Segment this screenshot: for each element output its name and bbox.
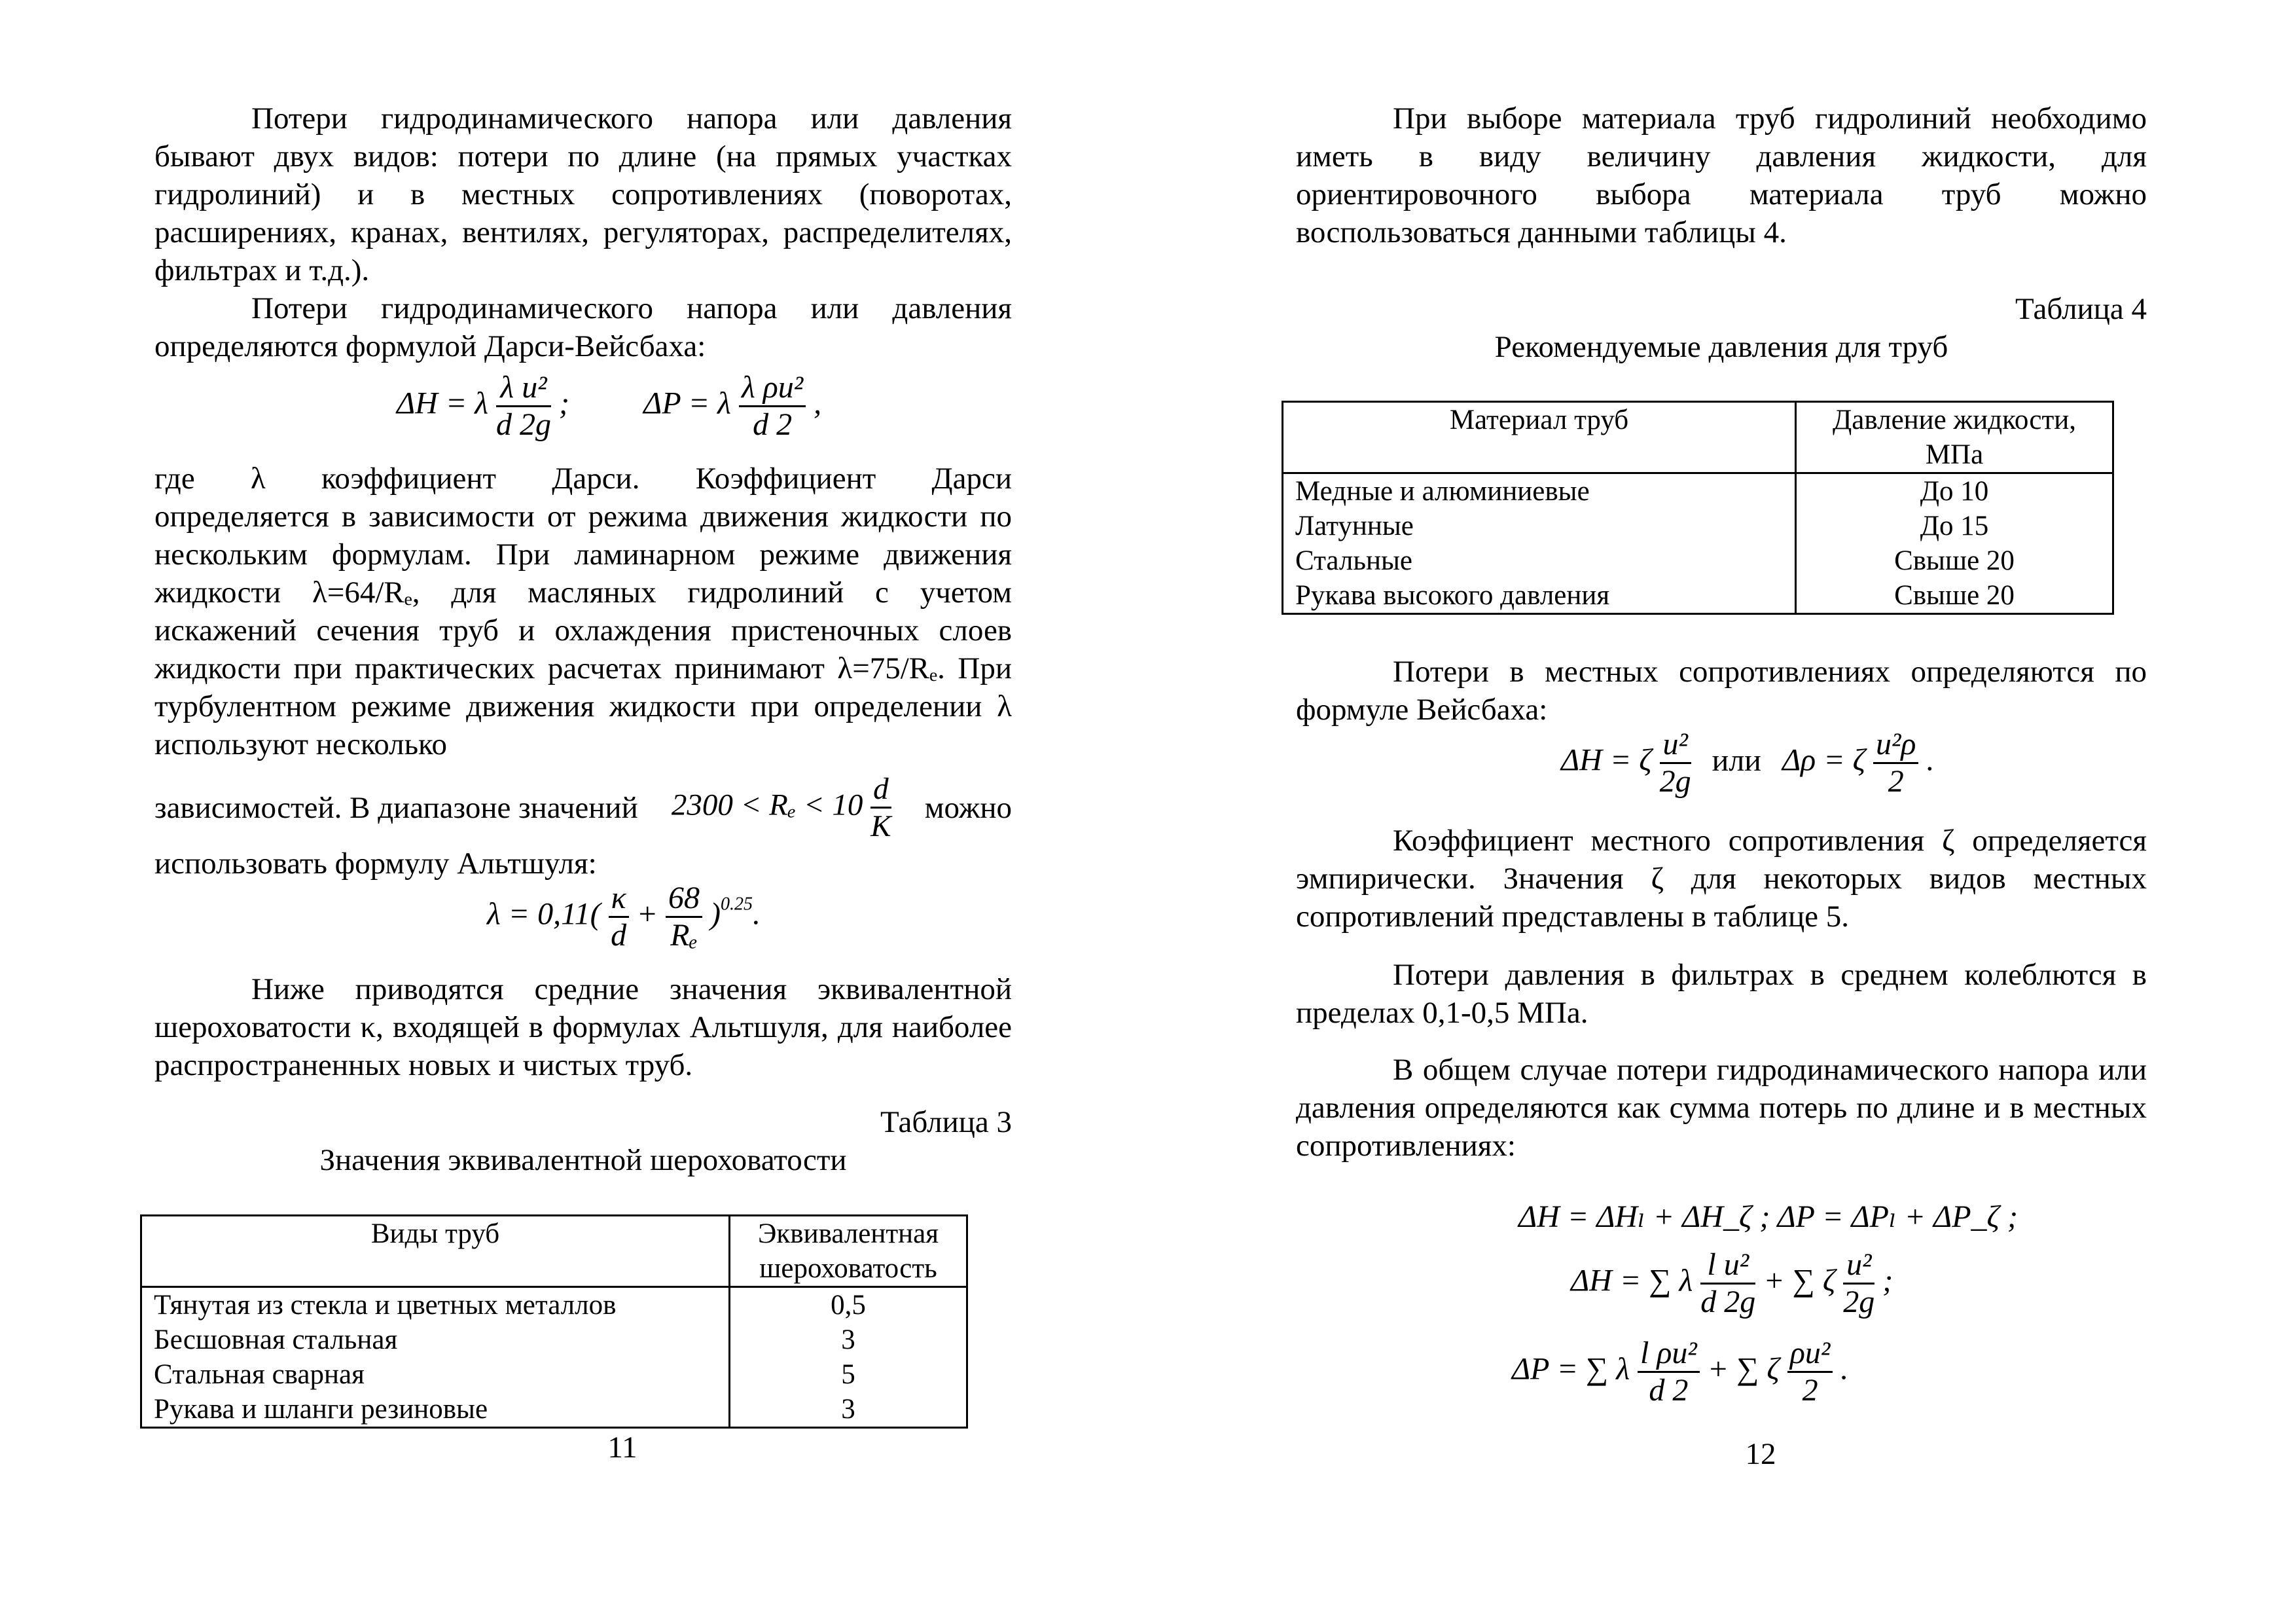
formula-head-sum <box>1571 1247 1893 1320</box>
formula-term: ΔH = λ <box>397 386 489 421</box>
formula-denominator: 2g <box>1843 1285 1875 1319</box>
paragraph-roughness-intro: Ниже приводятся средние значения эквивалентной шероховатости κ, входящей в формулах Альтшуля, для наиболее распространенных новых и чистых труб. <box>154 972 1012 1082</box>
formula-term: ΔH = ∑ λ <box>1571 1263 1693 1298</box>
formula-or: или <box>1712 742 1761 778</box>
formula-numerator: λ ρu² <box>739 370 806 407</box>
table-row <box>1283 543 2113 578</box>
formula-denominator: d 2 <box>1649 1373 1689 1408</box>
table-3-label: Таблица 3 <box>880 1105 1012 1139</box>
table-cell: Медные и алюминиевые <box>1283 473 1796 509</box>
table-header-cell: Давление жидкости, МПа <box>1796 402 2113 473</box>
formula-numerator: l ρu² <box>1638 1336 1700 1373</box>
paragraph-total-losses: В общем случае потери гидродинамического напора или давления определяются как сумма потерь по длине и в местных сопротивлениях: <box>1296 1053 2147 1163</box>
table-cell: Латунные <box>1283 509 1796 543</box>
formula-pressure-sum <box>1512 1336 1848 1408</box>
table-cell: 3 <box>841 1324 855 1355</box>
table-row <box>1283 578 2113 614</box>
range-line <box>154 771 1012 844</box>
paragraph-filter-losses: Потери давления в фильтрах в среднем колеблются в пределах 0,1-0,5 МПа. <box>1296 958 2147 1030</box>
formula-weisbach <box>1561 727 1934 799</box>
formula-term: λ = 0,11( <box>487 896 601 932</box>
table-4-title: Рекомендуемые давления для труб <box>1494 330 1948 364</box>
table-header-row <box>141 1216 967 1287</box>
table-cell: Свыше 20 <box>1894 580 2015 611</box>
table-3 <box>140 1214 968 1429</box>
formula-end: . <box>1840 1351 1849 1387</box>
formula-darcy-weisbach <box>397 370 821 443</box>
formula-denominator: d 2g <box>496 407 552 442</box>
formula-numerator: u² <box>1660 727 1691 764</box>
formula-altshul <box>487 881 761 953</box>
range-text: зависимостей. В диапазоне значений <box>154 790 638 825</box>
paragraph-head-losses-types: Потери гидродинамического напора или давления бывают двух видов: потери по длине (на прямых участках гидролиний) и в местных сопротивлениях (поворотах, расширениях, кранах, вентилях, регуляторах, распределителях, фильтрах и т.д.). <box>154 101 1012 287</box>
table-cell: Рукава и шланги резиновые <box>141 1392 730 1428</box>
formula-term: ) <box>710 896 721 932</box>
table-cell: 5 <box>841 1359 855 1390</box>
table-row <box>141 1392 967 1428</box>
page-number: 11 <box>607 1431 637 1465</box>
paragraph-altshul-intro: использовать формулу Альтшуля: <box>154 847 597 881</box>
formula-term: ΔP = λ <box>643 386 731 421</box>
formula-end: . <box>753 896 761 932</box>
paragraph-local-resistance: Потери в местных сопротивлениях определяются по формуле Вейсбаха: <box>1296 655 2147 727</box>
paragraph-zeta-coefficient: Коэффициент местного сопротивления ζ определяется эмпирически. Значения ζ для некоторых видов местных сопротивлений представлены в таблице 5. <box>1296 824 2147 934</box>
formula-end: . <box>1926 742 1935 778</box>
formula-denominator: d 2 <box>753 407 793 442</box>
table-row <box>141 1357 967 1392</box>
formula-separator: ; <box>559 386 569 421</box>
formula-numerator: l u² <box>1700 1247 1755 1285</box>
paragraph-darcy-coefficient: определяется в зависимости от режима движения жидкости по нескольким формулам. При ламинарном режиме движения жидкости λ=64/Rₑ, для масляных гидролиний с учетом искажений сечения труб и охлаждения пристеночных слоев жидкости при практических расчетах принимают λ=75/Rₑ. При турбулентном режиме движения жидкости при определении λ используют несколько <box>154 500 1012 761</box>
range-formula: 2300 < Rₑ < 10 <box>671 788 863 822</box>
table-4 <box>1282 401 2114 615</box>
paragraph-darcy-coefficient-line1: где λ коэффициент Дарси. Коэффициент Дарси <box>154 462 1012 496</box>
table-cell: Стальная сварная <box>141 1357 730 1392</box>
formula-denominator: d <box>611 918 627 953</box>
formula-sum-definition: ΔH = ΔHₗ + ΔH_ζ ; ΔP = ΔPₗ + ΔP_ζ ; <box>1518 1199 2018 1234</box>
formula-numerator: u² <box>1843 1247 1874 1285</box>
formula-numerator: κ <box>609 881 629 918</box>
table-row <box>141 1322 967 1357</box>
formula-plus: + <box>636 896 658 932</box>
table-header-row <box>1283 402 2113 473</box>
table-row <box>1283 509 2113 543</box>
formula-numerator: 68 <box>666 881 702 918</box>
formula-term: ΔH = ζ <box>1561 742 1652 778</box>
formula-denominator: Rₑ <box>670 918 698 953</box>
formula-term: Δρ = ζ <box>1782 742 1866 778</box>
formula-term: + ∑ ζ <box>1707 1351 1780 1387</box>
formula-exponent: 0.25 <box>721 894 753 915</box>
table-4-label: Таблица 4 <box>2015 292 2147 326</box>
formula-denominator: K <box>870 809 891 843</box>
paragraph-darcy-intro: Потери гидродинамического напора или давления определяются формулой Дарси-Вейсбаха: <box>154 291 1012 363</box>
table-cell: Рукава высокого давления <box>1283 578 1796 614</box>
formula-denominator: 2g <box>1659 764 1691 799</box>
table-3-title: Значения эквивалентной шероховатости <box>319 1143 847 1177</box>
formula-numerator: ρu² <box>1787 1336 1833 1373</box>
formula-numerator: λ u² <box>496 370 551 407</box>
table-cell: 0,5 <box>831 1290 866 1321</box>
formula-term: + ∑ ζ <box>1763 1263 1836 1298</box>
table-cell: До 15 <box>1920 511 1989 541</box>
table-row <box>141 1287 967 1323</box>
formula-denominator: d 2g <box>1700 1285 1756 1319</box>
range-text-end: можно <box>924 790 1012 825</box>
formula-numerator: d <box>870 771 891 809</box>
table-header-cell: Виды труб <box>141 1216 730 1287</box>
paragraph-pipe-material: При выборе материала труб гидролиний необходимо иметь в виду величину давления жидкости, для ориентировочного выбора материала труб можно воспользоваться данными таблицы 4. <box>1296 101 2147 249</box>
table-cell: Бесшовная стальная <box>141 1322 730 1357</box>
table-cell: 3 <box>841 1394 855 1425</box>
table-cell: Свыше 20 <box>1894 545 2015 576</box>
table-header-cell: Эквивалентная шероховатость <box>730 1216 967 1287</box>
table-cell: Тянутая из стекла и цветных металлов <box>141 1287 730 1323</box>
table-cell: До 10 <box>1920 476 1989 507</box>
formula-denominator: 2 <box>1802 1373 1818 1408</box>
table-row <box>1283 473 2113 509</box>
formula-denominator: 2 <box>1888 764 1904 799</box>
page-number: 12 <box>1745 1437 1776 1471</box>
formula-term: ΔP = ∑ λ <box>1512 1351 1630 1387</box>
formula-end: , <box>814 386 822 421</box>
table-cell: Стальные <box>1283 543 1796 578</box>
formula-numerator: u²ρ <box>1873 727 1918 764</box>
table-header-cell: Материал труб <box>1283 402 1796 473</box>
formula-end: ; <box>1882 1263 1893 1298</box>
